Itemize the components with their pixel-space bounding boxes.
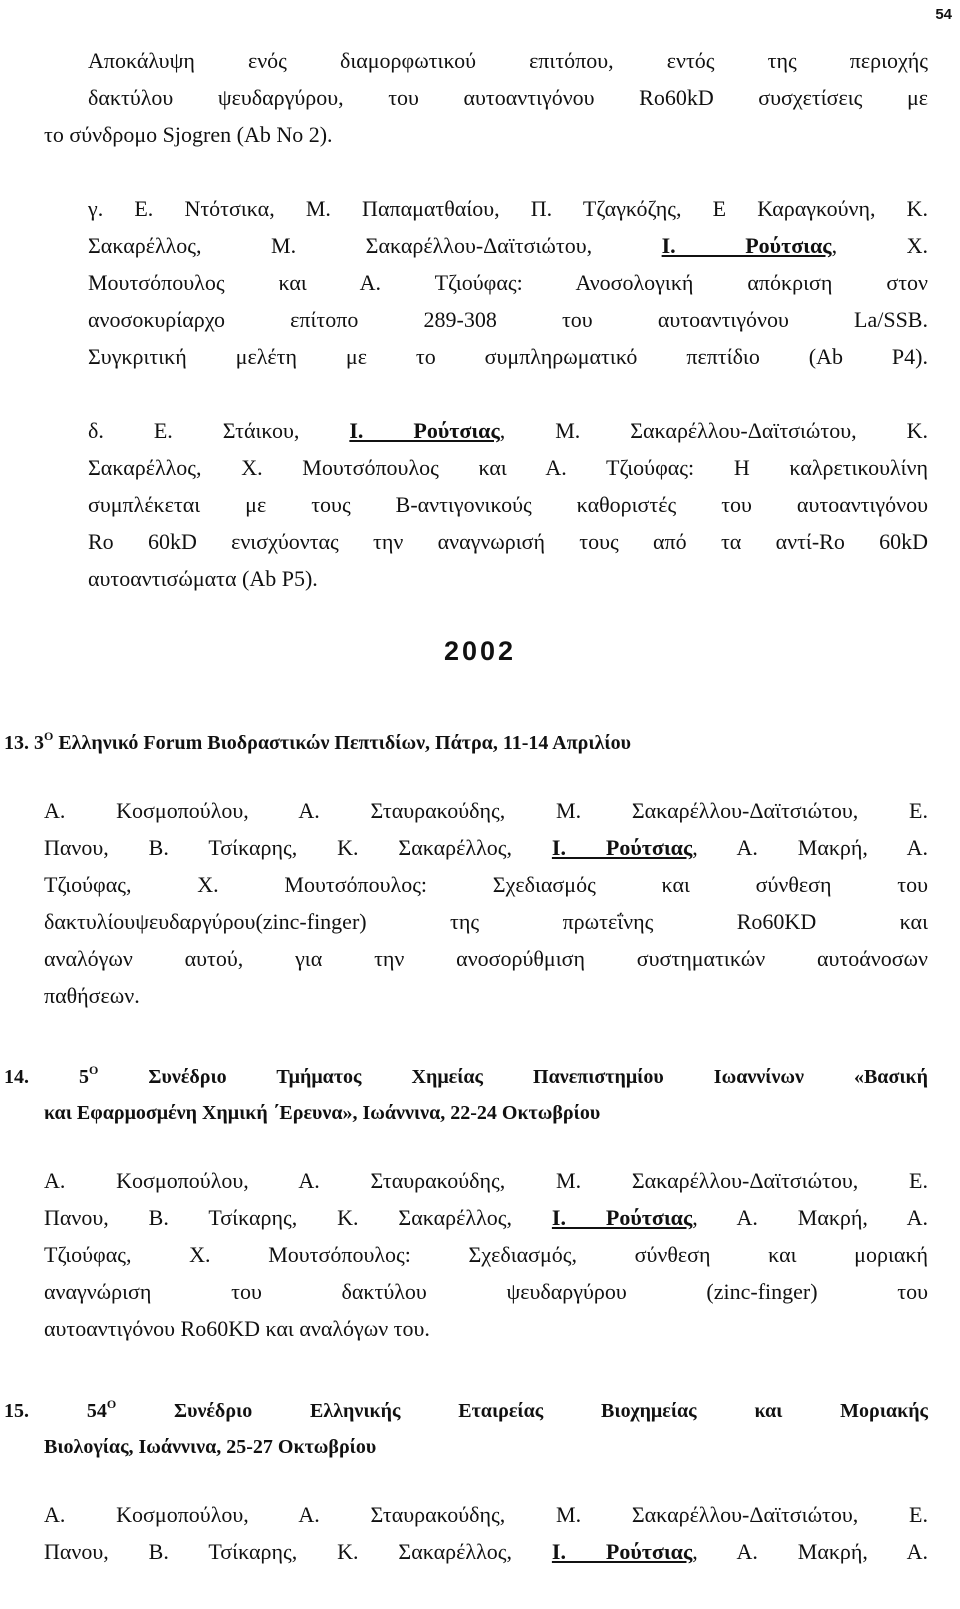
- abstract-continued: [44, 42, 928, 153]
- conference-number: 13. 3: [4, 732, 44, 754]
- text-line: Αποκάλυψη ενός διαμορφωτικού επιτόπου, εντός της περιοχής: [88, 48, 928, 73]
- text-line: [44, 1533, 928, 1570]
- highlighted-author: Ι. Ρούτσιας: [551, 1539, 693, 1564]
- text-line: Συγκριτική μελέτη με το συμπληρωματικό πεπτίδιο (Ab P4).: [88, 344, 928, 369]
- publication-delta: [88, 412, 928, 597]
- text-line: ανοσοκυρίαρχο επίτοπο 289-308 του αυτοαντιγόνου La/SSB.: [88, 307, 928, 332]
- page-number: 54: [935, 6, 952, 23]
- authors-text: , Α. Μακρή, Α.: [692, 1539, 929, 1564]
- text-line: Τζιούφας, Χ. Μουτσόπουλος: Σχεδιασμός, σύνθεση και μοριακή: [44, 1242, 928, 1267]
- text-line: παθήσεων.: [44, 983, 140, 1008]
- ordinal-superscript: O: [89, 1063, 99, 1077]
- conference-title: Συνέδριο Ελληνικής Εταιρείας Βιοχημείας και Μοριακής: [116, 1400, 928, 1422]
- year-heading: 2002: [443, 636, 517, 666]
- conference-heading-15: [4, 1386, 928, 1465]
- conference-title: Ελληνικό Forum Βιοδραστικών Πεπτιδίων, Πάτρα, 11-14 Απριλίου: [53, 732, 631, 754]
- text-line: δακτυλίουψευδαργύρου(zinc-finger) της πρωτεΐνης Ro60KD και: [44, 909, 928, 934]
- publication-gamma: [88, 190, 928, 375]
- text-line: Α. Κοσμοπούλου, Α. Σταυρακούδης, Μ. Σακαρέλλου-Δαϊτσιώτου, Ε.: [44, 1168, 928, 1193]
- ordinal-superscript: O: [106, 1397, 117, 1411]
- text-line: αναγνώριση του δακτύλου ψευδαργύρου (zinc-finger) του: [44, 1279, 928, 1304]
- authors-text: Σακαρέλλος, Μ. Σακαρέλλου-Δαϊτσιώτου,: [88, 233, 593, 258]
- text-line: [44, 829, 928, 866]
- highlighted-author: Ι. Ρούτσιας: [349, 418, 500, 443]
- text-line: Ro 60kD ενισχύοντας την αναγνωρισή τους από τα αντί-Ro 60kD: [88, 529, 928, 554]
- text-line: [44, 1199, 928, 1236]
- text-line: Μουτσόπουλος και Α. Τζιούφας: Ανοσολογική απόκριση στον: [88, 270, 928, 295]
- highlighted-author: Ι. Ρούτσιας: [551, 835, 693, 860]
- text-line: Α. Κοσμοπούλου, Α. Σταυρακούδης, Μ. Σακαρέλλου-Δαϊτσιώτου, Ε.: [44, 798, 928, 823]
- publication-13: [44, 792, 928, 1014]
- authors-text: , Α. Μακρή, Α.: [692, 1205, 929, 1230]
- conference-heading-13: [4, 718, 928, 761]
- conference-number: 14. 5: [4, 1066, 90, 1088]
- text-line: Σακαρέλλος, Χ. Μουτσόπουλος και Α. Τζιούφας: Η καλρετικουλίνη: [88, 455, 928, 480]
- authors-text: Πανου, Β. Τσίκαρης, Κ. Σακαρέλλος,: [44, 835, 512, 860]
- text-line: δακτύλου ψευδαργύρου, του αυτοαντιγόνου Ro60kD συσχετίσεις με: [88, 85, 928, 110]
- authors-text: Πανου, Β. Τσίκαρης, Κ. Σακαρέλλος,: [44, 1205, 512, 1230]
- text-line: αυτοαντισώματα (Ab P5).: [88, 566, 318, 591]
- text-line: το σύνδρομο Sjogren (Ab No 2).: [44, 122, 333, 147]
- authors-text: , Χ.: [831, 233, 928, 258]
- authors-text: , Α. Μακρή, Α.: [692, 835, 929, 860]
- highlighted-author: Ι. Ρούτσιας: [551, 1205, 693, 1230]
- text-line: συμπλέκεται με τους Β-αντιγονικούς καθοριστές του αυτοαντιγόνου: [88, 492, 928, 517]
- text-line: [88, 412, 928, 449]
- authors-text: δ. Ε. Στάικου,: [88, 418, 300, 443]
- authors-text: Πανου, Β. Τσίκαρης, Κ. Σακαρέλλος,: [44, 1539, 512, 1564]
- highlighted-author: Ι. Ρούτσιας: [661, 233, 832, 258]
- text-line: αναλόγων αυτού, για την ανοσορύθμιση συστηματικών αυτοάνοσων: [44, 946, 928, 971]
- text-line: Τζιούφας, Χ. Μουτσόπουλος: Σχεδιασμός και σύνθεση του: [44, 872, 928, 897]
- publication-14: [44, 1162, 928, 1347]
- text-line: [4, 1052, 928, 1095]
- text-line: γ. Ε. Ντότσικα, Μ. Παπαματθαίου, Π. Τζαγκόζης, Ε Καραγκούνη, Κ.: [88, 196, 928, 221]
- conference-heading-14: [4, 1052, 928, 1131]
- publication-15: [44, 1496, 928, 1570]
- conference-title-line: Βιολογίας, Ιωάννινα, 25-27 Οκτωβρίου: [44, 1436, 377, 1458]
- conference-title-line: και Εφαρμοσμένη Χημική ΄Ερευνα», Ιωάννινα, 22-24 Οκτωβρίου: [44, 1102, 601, 1124]
- authors-text: , Μ. Σακαρέλλου-Δαϊτσιώτου, Κ.: [499, 418, 928, 443]
- text-line: Α. Κοσμοπούλου, Α. Σταυρακούδης, Μ. Σακαρέλλου-Δαϊτσιώτου, Ε.: [44, 1502, 928, 1527]
- conference-number: 15. 54: [4, 1400, 107, 1422]
- text-line: αυτοαντιγόνου Ro60KD και αναλόγων του.: [44, 1316, 430, 1341]
- ordinal-superscript: O: [44, 729, 54, 743]
- text-line: [4, 1386, 928, 1429]
- text-line: [88, 227, 928, 264]
- conference-title: Συνέδριο Τμήματος Χημείας Πανεπιστημίου Ιωαννίνων «Βασική: [98, 1066, 929, 1088]
